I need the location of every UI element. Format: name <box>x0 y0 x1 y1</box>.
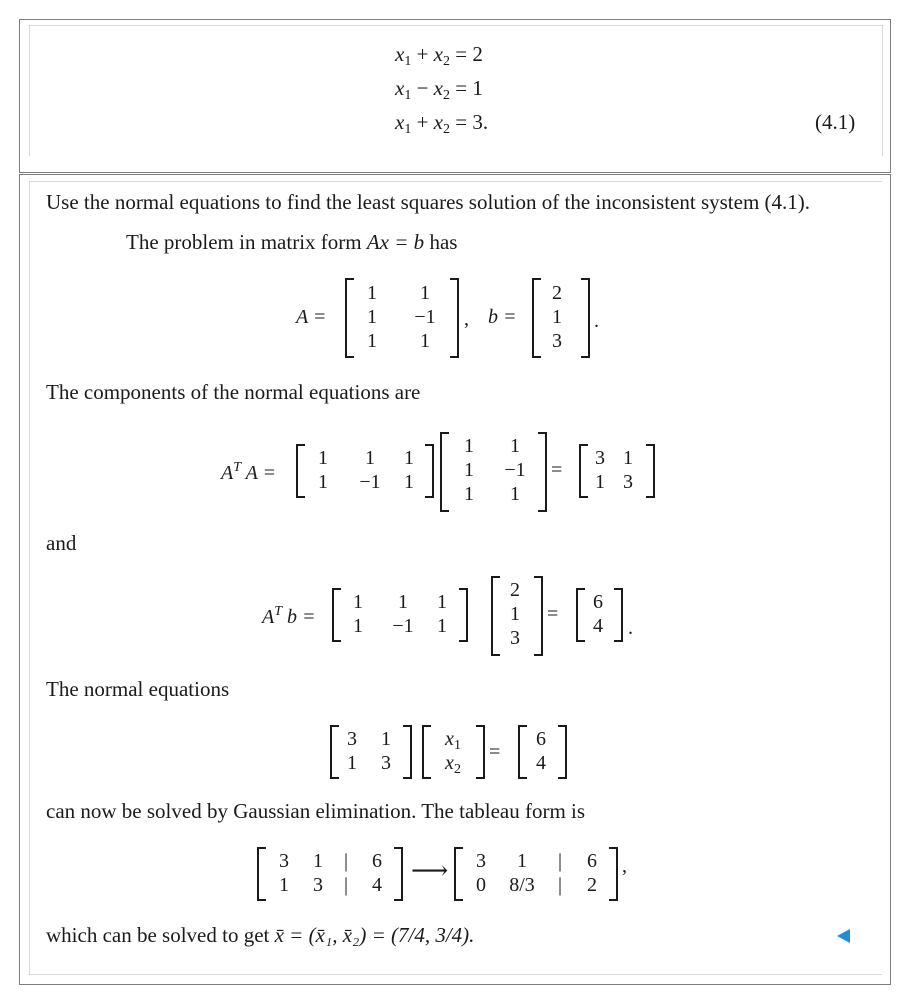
vector-cell: 4 <box>593 615 603 637</box>
matrix-cell: 1 <box>367 282 377 304</box>
normal-equations-sentence: The normal equations <box>46 677 230 701</box>
tableau-cell: 4 <box>372 874 382 896</box>
vector-cell: 1 <box>510 603 520 625</box>
end-of-example-icon <box>837 929 850 943</box>
gauss-sentence: can now be solved by Gaussian elimination. The tableau form is <box>46 799 586 823</box>
A-label: A = <box>296 306 327 328</box>
example-intro: Use the normal equations to find the least squares solution of the inconsistent system (4.1). <box>46 190 811 214</box>
tableau-divider: | <box>343 874 348 896</box>
equals-sign: = <box>551 459 563 481</box>
ATA-label: $A^T$ A = <box>221 460 277 484</box>
tableau-cell: 1 <box>279 874 289 896</box>
tableau-cell: 1 <box>313 850 323 872</box>
system-equation-1: $x_1 + x_2 = 2$ <box>395 42 483 69</box>
matrix-cell: −1 <box>414 306 436 328</box>
right-bracket <box>425 444 434 498</box>
left-bracket <box>576 588 585 642</box>
left-bracket <box>518 725 527 779</box>
left-bracket <box>579 444 588 498</box>
right-bracket <box>476 725 485 779</box>
vector-cell: 2 <box>552 282 562 304</box>
vector-cell: 3 <box>552 330 562 352</box>
right-bracket <box>646 444 655 498</box>
matrix-cell: 1 <box>404 471 414 493</box>
matrix-cell: 1 <box>437 591 447 613</box>
tableau-divider: | <box>557 874 562 896</box>
matrix-cell: 1 <box>318 471 328 493</box>
matrix-cell: 1 <box>353 615 363 637</box>
tableau-divider: | <box>557 850 562 872</box>
equation-number: (4.1) <box>815 110 856 134</box>
unknown-cell: $x_2$ <box>445 752 461 777</box>
tableau-divider: | <box>343 850 348 872</box>
left-bracket <box>454 847 463 901</box>
vector-cell: 3 <box>510 627 520 649</box>
vector-cell: 6 <box>536 728 546 750</box>
equation-system-panel <box>19 19 891 173</box>
system-equation-2: $x_1 - x_2 = 1$ <box>395 76 483 103</box>
matrix-cell: 1 <box>347 752 357 774</box>
matrix-cell: 1 <box>367 306 377 328</box>
matrix-cell: 1 <box>623 447 633 469</box>
matrix-cell: 1 <box>464 459 474 481</box>
period: . <box>628 617 633 639</box>
left-bracket <box>345 278 354 358</box>
matrix-cell: 3 <box>623 471 633 493</box>
left-bracket <box>332 588 341 642</box>
left-bracket <box>330 725 339 779</box>
right-bracket <box>450 278 459 358</box>
left-bracket <box>440 432 449 512</box>
arrow-icon: ⟶ <box>411 856 449 885</box>
matrix-cell: 1 <box>464 435 474 457</box>
left-bracket <box>296 444 305 498</box>
matrix-cell: 1 <box>398 591 408 613</box>
matrix-form-sentence: The problem in matrix form Ax = b has <box>126 230 458 254</box>
matrix-cell: 1 <box>420 282 430 304</box>
period: . <box>594 310 599 332</box>
equals-sign: = <box>547 603 559 625</box>
matrix-cell: 1 <box>510 483 520 505</box>
tableau-cell: 3 <box>279 850 289 872</box>
left-bracket <box>532 278 541 358</box>
right-bracket <box>609 847 618 901</box>
matrix-cell: 1 <box>404 447 414 469</box>
left-bracket <box>422 725 431 779</box>
left-bracket <box>257 847 266 901</box>
matrix-cell: 1 <box>420 330 430 352</box>
tableau-cell: 6 <box>372 850 382 872</box>
matrix-cell: 1 <box>367 330 377 352</box>
right-bracket <box>614 588 623 642</box>
tableau-cell: 3 <box>476 850 486 872</box>
vector-cell: 1 <box>552 306 562 328</box>
tableau-cell: 6 <box>587 850 597 872</box>
right-bracket <box>394 847 403 901</box>
right-bracket <box>534 576 543 656</box>
equals-sign: = <box>489 741 501 763</box>
components-sentence: The components of the normal equations are <box>46 380 421 404</box>
tableau-cell: 2 <box>587 874 597 896</box>
matrix-cell: 1 <box>510 435 520 457</box>
unknown-cell: $x_1$ <box>445 728 461 753</box>
tableau-cell: 3 <box>313 874 323 896</box>
matrix-cell: 3 <box>381 752 391 774</box>
matrix-cell: 1 <box>318 447 328 469</box>
tableau-cell: 8/3 <box>509 874 535 896</box>
matrix-cell: 1 <box>365 447 375 469</box>
matrix-cell: −1 <box>392 615 414 637</box>
comma: , <box>464 308 469 330</box>
matrix-cell: 1 <box>437 615 447 637</box>
matrix-cell: 1 <box>381 728 391 750</box>
matrix-cell: 3 <box>347 728 357 750</box>
right-bracket <box>459 588 468 642</box>
comma: , <box>622 855 627 877</box>
final-sentence: which can be solved to get x̄ = (x̄₁, x̄₂) = (7/4, 3/4). <box>46 923 475 947</box>
tableau-cell: 0 <box>476 874 486 896</box>
matrix-cell: −1 <box>504 459 526 481</box>
right-bracket <box>538 432 547 512</box>
vector-cell: 4 <box>536 752 546 774</box>
b-label: b = <box>488 306 517 328</box>
and-word: and <box>46 531 77 555</box>
right-bracket <box>558 725 567 779</box>
vector-cell: 2 <box>510 579 520 601</box>
vector-cell: 6 <box>593 591 603 613</box>
example-panel <box>19 174 891 985</box>
left-bracket <box>491 576 500 656</box>
matrix-cell: −1 <box>359 471 381 493</box>
right-bracket <box>581 278 590 358</box>
matrix-cell: 3 <box>595 447 605 469</box>
matrix-cell: 1 <box>595 471 605 493</box>
matrix-cell: 1 <box>464 483 474 505</box>
system-equation-3: $x_1 + x_2 = 3$. <box>395 110 489 137</box>
ATb-label: $A^T$ b = <box>262 604 316 628</box>
matrix-cell: 1 <box>353 591 363 613</box>
tableau-cell: 1 <box>517 850 527 872</box>
right-bracket <box>403 725 412 779</box>
